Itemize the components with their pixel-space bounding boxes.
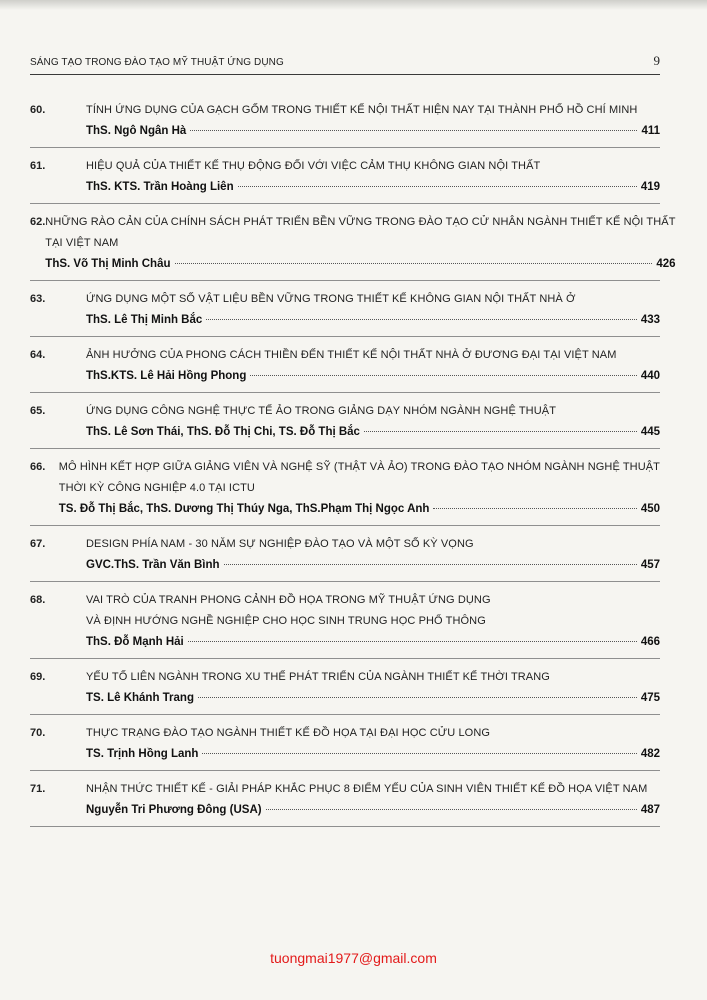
entry-author: ThS. KTS. Trần Hoàng Liên <box>86 181 234 193</box>
entry-title: MÔ HÌNH KẾT HỢP GIỮA GIẢNG VIÊN VÀ NGHỆ SỸ (THẬT VÀ ẢO) TRONG ĐÀO TẠO NHÓM NGÀNH NGHỆ THUẬT <box>58 461 660 473</box>
entry-page-number: 419 <box>640 181 660 193</box>
entry-page-number: 433 <box>640 314 660 326</box>
dot-leader <box>238 186 637 187</box>
entry-title: ẢNH HƯỞNG CỦA PHONG CÁCH THIỀN ĐẾN THIẾT KẾ NỘI THẤT NHÀ Ở ĐƯƠNG ĐẠI TẠI VIỆT NAM <box>86 349 617 361</box>
entry-author: ThS. Lê Sơn Thái, ThS. Đỗ Thị Chi, TS. Đỗ Thị Bắc <box>86 426 360 438</box>
entry-page-number: 475 <box>640 692 660 704</box>
entry-title: THỜI KỲ CÔNG NGHIỆP 4.0 TẠI ICTU <box>58 482 255 494</box>
dot-leader <box>433 508 636 509</box>
entry-author-line <box>86 422 660 443</box>
entry-title: THỰC TRẠNG ĐÀO TẠO NGÀNH THIẾT KẾ ĐỒ HỌA TẠI ĐẠI HỌC CỬU LONG <box>86 727 491 739</box>
entry-title: VÀ ĐỊNH HƯỚNG NGHỀ NGHIỆP CHO HỌC SINH TRUNG HỌC PHỔ THÔNG <box>86 615 486 627</box>
entry-body <box>86 779 660 821</box>
toc-entry <box>30 771 660 827</box>
dot-leader <box>206 319 637 320</box>
table-of-contents <box>30 92 676 827</box>
entry-page-number: 445 <box>640 426 660 438</box>
entry-author-line <box>59 499 660 520</box>
entry-author-line <box>86 744 660 765</box>
entry-number: 69. <box>30 671 46 683</box>
dot-leader <box>198 697 637 698</box>
entry-author-line <box>86 800 660 821</box>
entry-author: TS. Trịnh Hồng Lanh <box>86 748 199 760</box>
toc-entry <box>30 281 660 337</box>
entry-author-line <box>86 632 660 653</box>
running-header <box>30 53 660 75</box>
entry-title: TẠI VIỆT NAM <box>45 237 119 249</box>
dot-leader <box>250 375 636 376</box>
toc-entry <box>30 715 660 771</box>
dot-leader <box>175 263 653 264</box>
entry-title: HIỆU QUẢ CỦA THIẾT KẾ THỤ ĐỘNG ĐỐI VỚI VIỆC CẢM THỤ KHÔNG GIAN NỘI THẤT <box>86 160 541 172</box>
dot-leader <box>224 564 637 565</box>
entry-number: 60. <box>30 104 46 116</box>
dot-leader <box>202 753 636 754</box>
entry-author-line <box>86 121 660 142</box>
page-top-edge <box>0 0 707 10</box>
entry-author-line <box>86 555 660 576</box>
entry-page-number: 482 <box>640 748 660 760</box>
entry-number: 61. <box>30 160 46 172</box>
entry-page-number: 440 <box>640 370 660 382</box>
entry-body <box>86 723 660 765</box>
entry-title: DESIGN PHÍA NAM - 30 NĂM SỰ NGHIỆP ĐÀO TẠO VÀ MỘT SỐ KỲ VỌNG <box>86 538 474 550</box>
entry-number: 68. <box>30 594 46 606</box>
entry-author: Nguyễn Tri Phương Đông (USA) <box>86 804 262 816</box>
entry-page-number: 411 <box>641 125 660 137</box>
entry-page-number: 426 <box>656 258 676 270</box>
entry-number: 64. <box>30 349 46 361</box>
entry-author-line <box>86 177 660 198</box>
entry-page-number: 457 <box>640 559 660 571</box>
entry-body <box>86 590 660 653</box>
dot-leader <box>190 130 637 131</box>
entry-body <box>86 401 660 443</box>
entry-title: NHỮNG RÀO CẢN CỦA CHÍNH SÁCH PHÁT TRIỂN BỀN VỮNG TRONG ĐÀO TẠO CỬ NHÂN NGÀNH THIẾT KẾ NỘI THẤT <box>45 216 676 228</box>
entry-number: 71. <box>30 783 46 795</box>
entry-author: TS. Lê Khánh Trang <box>86 692 194 704</box>
entry-title: ỨNG DỤNG CÔNG NGHỆ THỰC TẾ ẢO TRONG GIẢNG DẠY NHÓM NGÀNH NGHỆ THUẬT <box>86 405 557 417</box>
dot-leader <box>266 809 637 810</box>
entry-title: YẾU TỐ LIÊN NGÀNH TRONG XU THẾ PHÁT TRIỂN CỦA NGÀNH THIẾT KẾ THỜI TRANG <box>86 671 550 683</box>
toc-entry <box>30 582 660 659</box>
entry-author: ThS.KTS. Lê Hải Hồng Phong <box>86 370 247 382</box>
entry-body <box>86 667 660 709</box>
dot-leader <box>364 431 637 432</box>
entry-title: VAI TRÒ CỦA TRANH PHONG CẢNH ĐỒ HỌA TRONG MỸ THUẬT ỨNG DỤNG <box>86 594 491 606</box>
entry-body <box>86 100 660 142</box>
entry-body <box>86 156 660 198</box>
toc-entry <box>30 148 660 204</box>
entry-number: 63. <box>30 293 46 305</box>
entry-title: NHẬN THỨC THIẾT KẾ - GIẢI PHÁP KHẮC PHỤC 8 ĐIỂM YẾU CỦA SINH VIÊN THIẾT KẾ ĐỒ HỌA VIỆT NAM <box>86 783 648 795</box>
entry-author: ThS. Võ Thị Minh Châu <box>45 258 171 270</box>
running-header-title: SÁNG TẠO TRONG ĐÀO TẠO MỸ THUẬT ỨNG DỤNG <box>30 57 284 68</box>
entry-author: TS. Đỗ Thị Bắc, ThS. Dương Thị Thúy Nga, ThS.Phạm Thị Ngọc Anh <box>58 503 430 515</box>
entry-author-line <box>86 310 660 331</box>
toc-entry <box>30 393 660 449</box>
entry-body <box>59 457 660 520</box>
toc-entry <box>30 337 660 393</box>
entry-title: TÍNH ỨNG DỤNG CỦA GẠCH GỐM TRONG THIẾT KẾ NỘI THẤT HIỆN NAY TẠI THÀNH PHỐ HỒ CHÍ MINH <box>86 104 638 116</box>
toc-entry <box>30 659 660 715</box>
entry-number: 62. <box>30 216 46 228</box>
entry-author-line <box>45 254 675 275</box>
entry-number: 66. <box>30 461 46 473</box>
toc-entry <box>30 204 676 281</box>
entry-title: ỨNG DỤNG MỘT SỐ VẬT LIỆU BỀN VỮNG TRONG THIẾT KẾ KHÔNG GIAN NỘI THẤT NHÀ Ở <box>86 293 576 305</box>
entry-author: ThS. Đỗ Mạnh Hải <box>86 636 184 648</box>
page-number: 9 <box>653 53 660 68</box>
entry-body <box>86 289 660 331</box>
entry-author: ThS. Lê Thị Minh Bắc <box>86 314 203 326</box>
entry-author-line <box>86 366 660 387</box>
entry-page-number: 466 <box>640 636 660 648</box>
entry-number: 65. <box>30 405 46 417</box>
entry-body <box>45 212 675 275</box>
entry-body <box>86 534 660 576</box>
footer-email[interactable]: tuongmai1977@gmail.com <box>270 950 437 966</box>
toc-entry <box>30 449 660 526</box>
entry-page-number: 487 <box>640 804 660 816</box>
entry-author-line <box>86 688 660 709</box>
entry-author: GVC.ThS. Trần Văn Bình <box>86 559 220 571</box>
entry-number: 70. <box>30 727 46 739</box>
entry-number: 67. <box>30 538 46 550</box>
entry-author: ThS. Ngô Ngân Hà <box>86 125 187 137</box>
entry-body <box>86 345 660 387</box>
toc-entry <box>30 526 660 582</box>
toc-entry <box>30 92 660 148</box>
dot-leader <box>188 641 637 642</box>
entry-page-number: 450 <box>640 503 660 515</box>
